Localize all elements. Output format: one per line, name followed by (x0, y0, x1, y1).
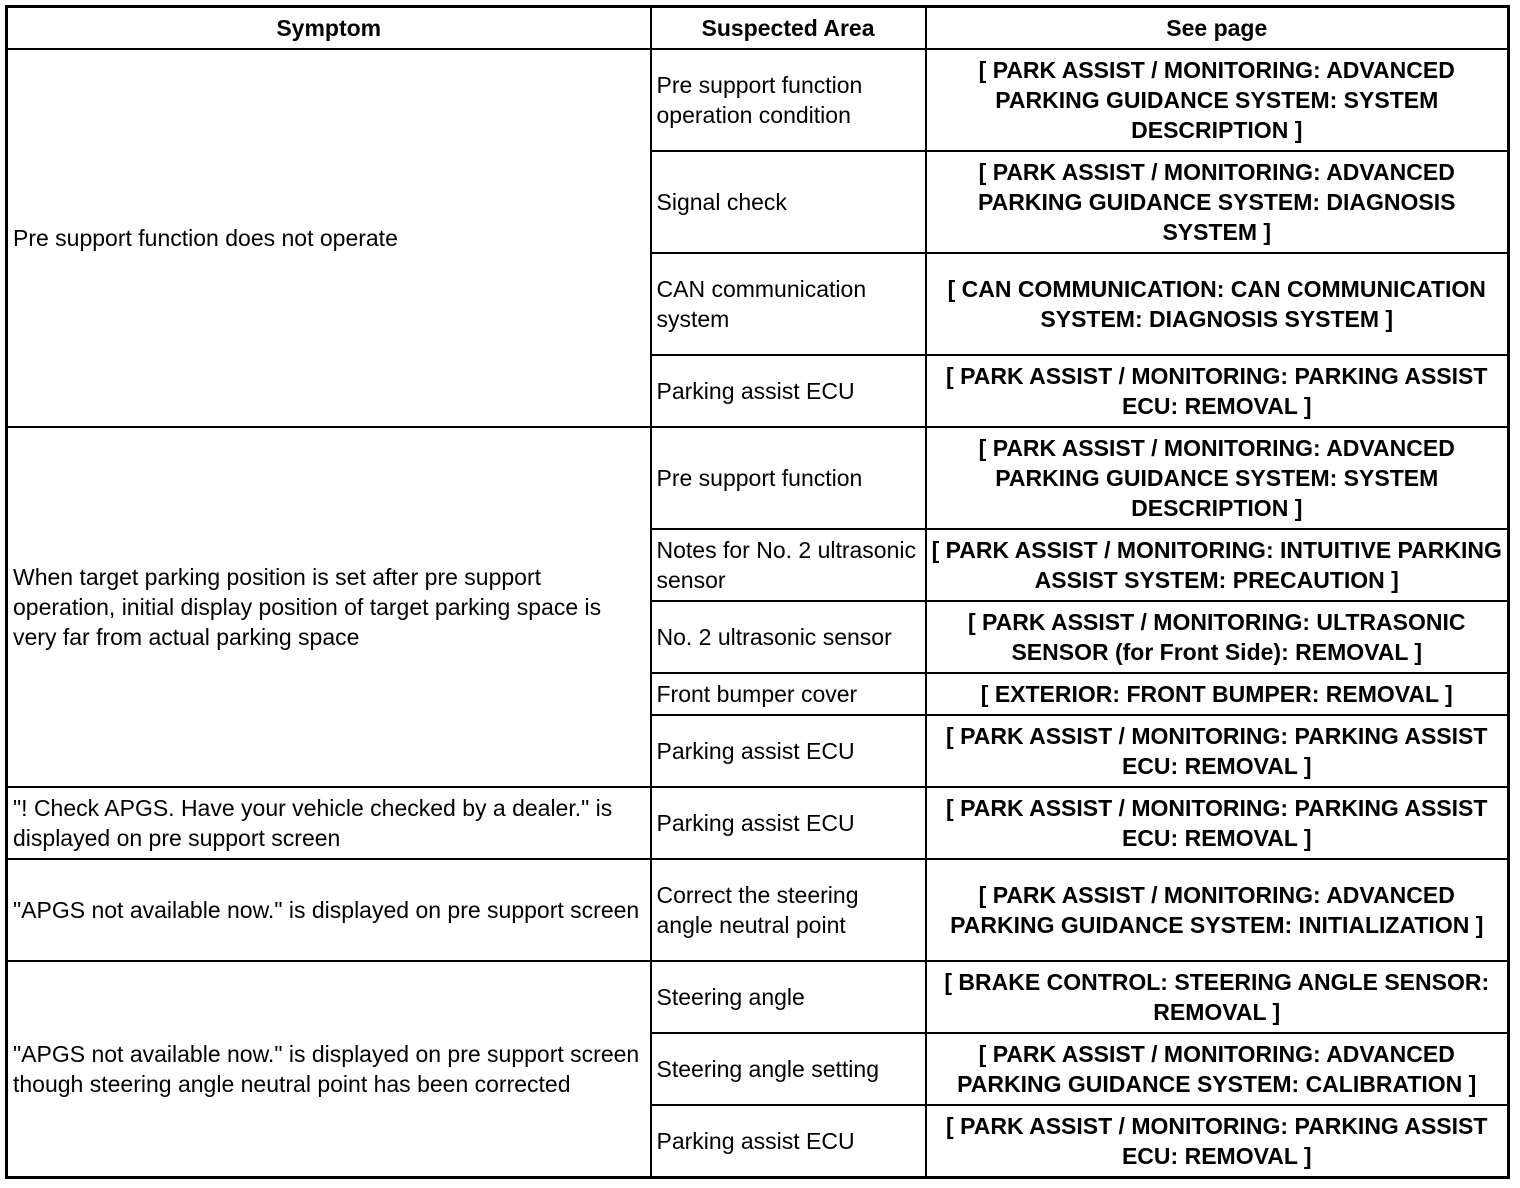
see-page-cell: [ PARK ASSIST / MONITORING: ADVANCED PARKING GUIDANCE SYSTEM: SYSTEM DESCRIPTION ] (926, 49, 1509, 151)
suspected-area-cell: Signal check (651, 151, 926, 253)
symptom-cell: When target parking position is set after pre support operation, initial display position of target parking space is very far from actual parking space (7, 427, 651, 787)
suspected-area-cell: Parking assist ECU (651, 787, 926, 859)
suspected-area-cell: Pre support function operation condition (651, 49, 926, 151)
header-suspected-area: Suspected Area (651, 7, 926, 50)
suspected-area-cell: Correct the steering angle neutral point (651, 859, 926, 961)
see-page-cell: [ PARK ASSIST / MONITORING: ULTRASONIC SENSOR (for Front Side): REMOVAL ] (926, 601, 1509, 673)
see-page-cell: [ PARK ASSIST / MONITORING: ADVANCED PARKING GUIDANCE SYSTEM: CALIBRATION ] (926, 1033, 1509, 1105)
see-page-cell: [ PARK ASSIST / MONITORING: PARKING ASSIST ECU: REMOVAL ] (926, 715, 1509, 787)
suspected-area-cell: No. 2 ultrasonic sensor (651, 601, 926, 673)
see-page-cell: [ PARK ASSIST / MONITORING: ADVANCED PARKING GUIDANCE SYSTEM: SYSTEM DESCRIPTION ] (926, 427, 1509, 529)
header-see-page: See page (926, 7, 1509, 50)
suspected-area-cell: Parking assist ECU (651, 715, 926, 787)
header-symptom: Symptom (7, 7, 651, 50)
suspected-area-cell: Steering angle setting (651, 1033, 926, 1105)
table-row (7, 49, 1509, 151)
see-page-cell: [ PARK ASSIST / MONITORING: PARKING ASSIST ECU: REMOVAL ] (926, 1105, 1509, 1177)
symptom-cell: "! Check APGS. Have your vehicle checked by a dealer." is displayed on pre support screen (7, 787, 651, 859)
suspected-area-cell: Parking assist ECU (651, 355, 926, 427)
table-row (7, 961, 1509, 1033)
table-row (7, 427, 1509, 529)
header-row (7, 7, 1509, 50)
see-page-cell: [ PARK ASSIST / MONITORING: INTUITIVE PARKING ASSIST SYSTEM: PRECAUTION ] (926, 529, 1509, 601)
symptom-table (5, 5, 1510, 1179)
table-row (7, 787, 1509, 859)
suspected-area-cell: CAN communication system (651, 253, 926, 355)
suspected-area-cell: Steering angle (651, 961, 926, 1033)
see-page-cell: [ PARK ASSIST / MONITORING: ADVANCED PARKING GUIDANCE SYSTEM: DIAGNOSIS SYSTEM ] (926, 151, 1509, 253)
table-wrapper (5, 5, 1510, 1179)
suspected-area-cell: Pre support function (651, 427, 926, 529)
table-row (7, 859, 1509, 961)
suspected-area-cell: Parking assist ECU (651, 1105, 926, 1177)
suspected-area-cell: Notes for No. 2 ultrasonic sensor (651, 529, 926, 601)
see-page-cell: [ EXTERIOR: FRONT BUMPER: REMOVAL ] (926, 673, 1509, 715)
see-page-cell: [ BRAKE CONTROL: STEERING ANGLE SENSOR: REMOVAL ] (926, 961, 1509, 1033)
see-page-cell: [ PARK ASSIST / MONITORING: PARKING ASSIST ECU: REMOVAL ] (926, 787, 1509, 859)
see-page-cell: [ PARK ASSIST / MONITORING: PARKING ASSIST ECU: REMOVAL ] (926, 355, 1509, 427)
suspected-area-cell: Front bumper cover (651, 673, 926, 715)
see-page-cell: [ PARK ASSIST / MONITORING: ADVANCED PARKING GUIDANCE SYSTEM: INITIALIZATION ] (926, 859, 1509, 961)
see-page-cell: [ CAN COMMUNICATION: CAN COMMUNICATION SYSTEM: DIAGNOSIS SYSTEM ] (926, 253, 1509, 355)
symptom-cell: "APGS not available now." is displayed on pre support screen though steering angle neutral point has been corrected (7, 961, 651, 1177)
symptom-cell: "APGS not available now." is displayed on pre support screen (7, 859, 651, 961)
symptom-cell: Pre support function does not operate (7, 49, 651, 427)
